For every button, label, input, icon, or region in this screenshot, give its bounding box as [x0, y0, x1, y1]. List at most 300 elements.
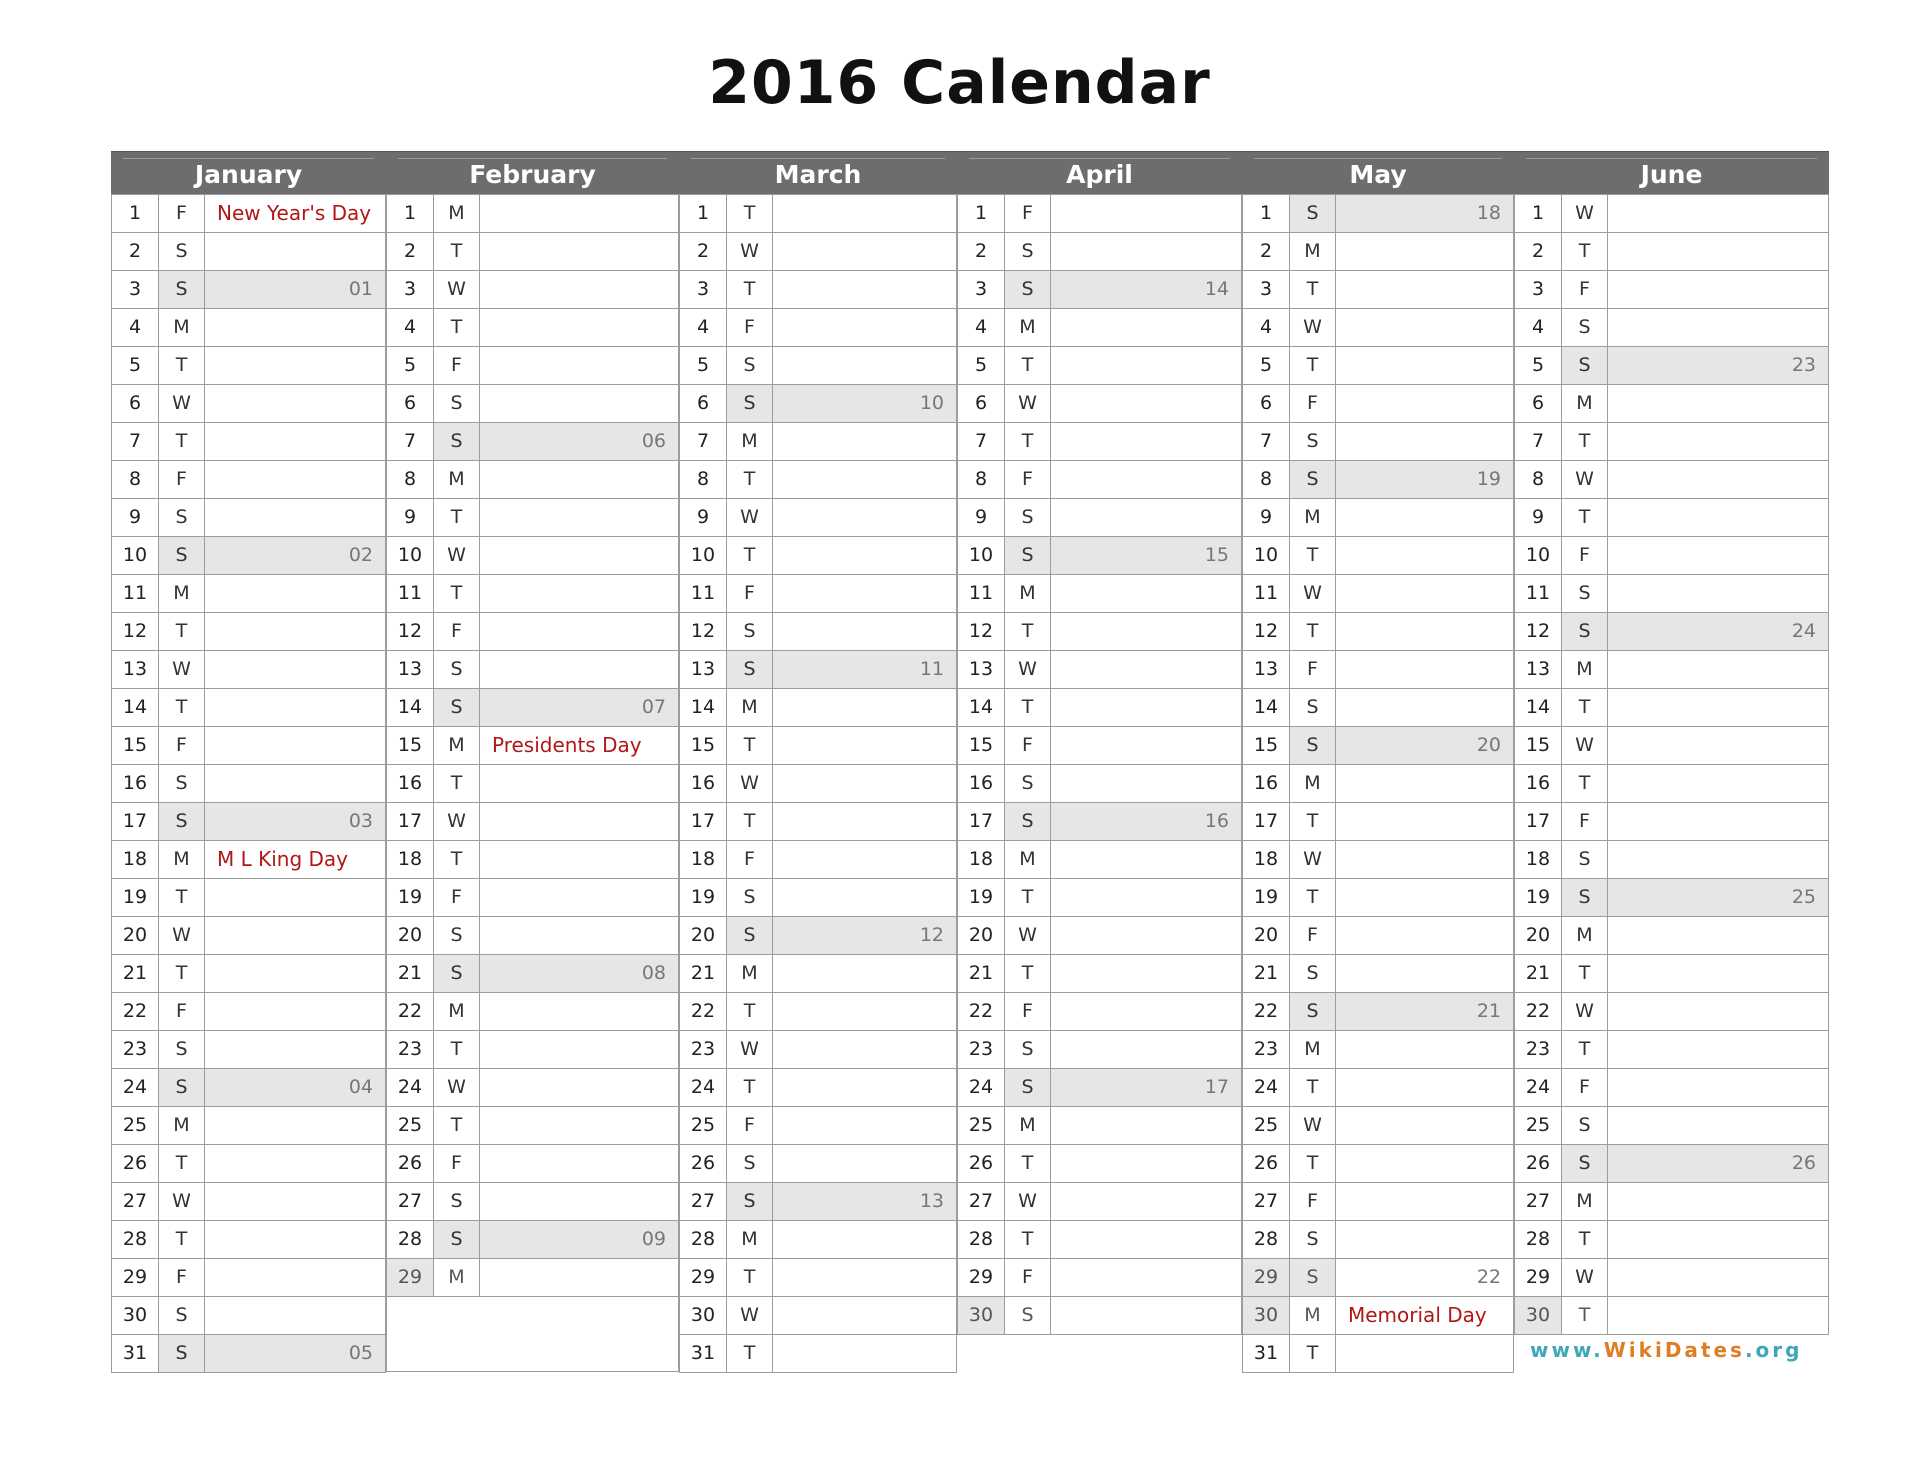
day-weekday: S [727, 347, 773, 384]
day-row[interactable] [111, 1107, 386, 1145]
day-weekday: T [434, 233, 480, 270]
day-row[interactable] [386, 1107, 679, 1145]
day-row[interactable] [957, 271, 1242, 309]
day-row[interactable] [679, 499, 957, 537]
day-row[interactable] [1242, 1335, 1514, 1373]
day-row[interactable] [386, 841, 679, 879]
day-row[interactable] [679, 271, 957, 309]
day-row[interactable] [386, 499, 679, 537]
day-row[interactable] [679, 537, 957, 575]
day-row[interactable] [679, 309, 957, 347]
day-row[interactable] [111, 499, 386, 537]
day-row[interactable] [111, 385, 386, 423]
day-row[interactable] [111, 1259, 386, 1297]
day-row[interactable] [957, 651, 1242, 689]
day-note [1336, 1031, 1513, 1068]
day-row[interactable] [1242, 499, 1514, 537]
day-weekday: S [1562, 347, 1608, 384]
day-note [773, 1297, 956, 1334]
day-weekday: T [1290, 347, 1336, 384]
day-weekday: M [159, 575, 205, 612]
day-weekday: S [1562, 1145, 1608, 1182]
day-row[interactable] [1242, 309, 1514, 347]
day-row[interactable] [1514, 575, 1829, 613]
day-note [1608, 461, 1828, 498]
day-row[interactable] [386, 1145, 679, 1183]
day-row[interactable] [679, 347, 957, 385]
day-weekday: S [434, 1221, 480, 1258]
day-number: 4 [680, 309, 727, 346]
day-row[interactable] [111, 841, 386, 879]
day-note [480, 765, 678, 802]
day-row[interactable] [957, 1145, 1242, 1183]
day-weekday: S [1562, 613, 1608, 650]
day-row[interactable] [111, 194, 386, 233]
day-weekday: T [1005, 423, 1051, 460]
day-row[interactable] [957, 879, 1242, 917]
day-note [1051, 423, 1241, 460]
day-row[interactable] [1514, 1259, 1829, 1297]
day-note [1336, 423, 1513, 460]
day-row[interactable] [1242, 841, 1514, 879]
day-row[interactable] [957, 841, 1242, 879]
day-weekday: S [1562, 1107, 1608, 1144]
day-row[interactable] [1242, 1221, 1514, 1259]
day-note [480, 575, 678, 612]
day-row[interactable] [957, 1069, 1242, 1107]
day-row[interactable] [679, 765, 957, 803]
day-number: 24 [680, 1069, 727, 1106]
day-row[interactable] [957, 233, 1242, 271]
day-row[interactable] [957, 803, 1242, 841]
month-name: March [774, 160, 862, 189]
day-weekday: S [1005, 233, 1051, 270]
day-note [480, 423, 678, 460]
day-note [1051, 727, 1241, 764]
day-note [205, 993, 385, 1030]
day-row[interactable] [1242, 1107, 1514, 1145]
day-row[interactable] [1514, 194, 1829, 233]
day-row[interactable] [111, 423, 386, 461]
day-row[interactable] [386, 1183, 679, 1221]
day-weekday: W [727, 765, 773, 802]
day-row[interactable] [1242, 1183, 1514, 1221]
day-weekday: S [1290, 1259, 1336, 1296]
day-row[interactable] [957, 347, 1242, 385]
day-row[interactable] [1242, 879, 1514, 917]
day-row[interactable] [111, 613, 386, 651]
day-note [1608, 385, 1828, 422]
day-note [1336, 613, 1513, 650]
day-note [773, 575, 956, 612]
day-row[interactable] [1242, 1297, 1514, 1335]
day-row[interactable] [679, 917, 957, 955]
day-weekday: M [1562, 917, 1608, 954]
day-row[interactable] [679, 613, 957, 651]
day-note [1051, 879, 1241, 916]
day-row[interactable] [1514, 233, 1829, 271]
day-row[interactable] [386, 765, 679, 803]
day-row[interactable] [679, 689, 957, 727]
day-row[interactable] [679, 233, 957, 271]
day-note [1051, 1297, 1241, 1334]
day-weekday: M [434, 195, 480, 232]
day-number: 23 [112, 1031, 159, 1068]
day-row[interactable] [679, 1259, 957, 1297]
day-note [480, 1183, 678, 1220]
day-weekday: F [159, 727, 205, 764]
day-weekday: M [1005, 575, 1051, 612]
day-note [205, 803, 385, 840]
footer-link[interactable] [1530, 1338, 1802, 1362]
day-weekday: S [159, 1069, 205, 1106]
day-weekday: T [1290, 1145, 1336, 1182]
day-row[interactable] [957, 689, 1242, 727]
day-row[interactable] [679, 423, 957, 461]
day-row[interactable] [386, 955, 679, 993]
day-row[interactable] [111, 803, 386, 841]
day-number: 25 [387, 1107, 434, 1144]
day-row[interactable] [111, 1221, 386, 1259]
day-number: 10 [112, 537, 159, 574]
day-row[interactable] [1514, 1145, 1829, 1183]
day-row[interactable] [1514, 1183, 1829, 1221]
day-row[interactable] [1514, 537, 1829, 575]
week-number: 14 [1204, 278, 1229, 300]
day-row[interactable] [957, 1031, 1242, 1069]
day-row[interactable] [1242, 271, 1514, 309]
day-weekday: F [1562, 1069, 1608, 1106]
day-row[interactable] [957, 499, 1242, 537]
day-number: 1 [1243, 195, 1290, 232]
week-number: 06 [641, 430, 666, 452]
day-note [1608, 841, 1828, 878]
day-row[interactable] [1242, 194, 1514, 233]
day-row[interactable] [386, 917, 679, 955]
day-row[interactable] [1242, 423, 1514, 461]
day-row[interactable] [1242, 765, 1514, 803]
day-row[interactable] [386, 194, 679, 233]
day-row[interactable] [1242, 993, 1514, 1031]
day-row[interactable] [679, 841, 957, 879]
day-row[interactable] [111, 575, 386, 613]
day-row[interactable] [111, 917, 386, 955]
day-row[interactable] [1514, 689, 1829, 727]
day-row[interactable] [1514, 955, 1829, 993]
week-number: 18 [1476, 202, 1501, 224]
day-note [480, 993, 678, 1030]
day-number: 14 [680, 689, 727, 726]
day-weekday: W [1562, 993, 1608, 1030]
day-row[interactable] [1514, 1107, 1829, 1145]
day-row[interactable] [386, 1221, 679, 1259]
day-number: 13 [1515, 651, 1562, 688]
day-row[interactable] [679, 1221, 957, 1259]
day-note [480, 689, 678, 726]
day-row[interactable] [1242, 1031, 1514, 1069]
day-row[interactable] [1242, 1145, 1514, 1183]
day-row[interactable] [1242, 613, 1514, 651]
day-row[interactable] [111, 537, 386, 575]
day-row[interactable] [1242, 461, 1514, 499]
day-row[interactable] [957, 917, 1242, 955]
day-weekday: M [1290, 233, 1336, 270]
day-row[interactable] [111, 233, 386, 271]
day-weekday: S [1290, 1221, 1336, 1258]
day-row[interactable] [1242, 347, 1514, 385]
day-row[interactable] [1242, 1259, 1514, 1297]
day-weekday: T [159, 1145, 205, 1182]
day-row[interactable] [679, 1031, 957, 1069]
day-row[interactable] [679, 955, 957, 993]
day-row[interactable] [1242, 233, 1514, 271]
day-row[interactable] [679, 194, 957, 233]
day-row[interactable] [1514, 423, 1829, 461]
day-row[interactable] [386, 1069, 679, 1107]
day-row[interactable] [386, 385, 679, 423]
day-row[interactable] [386, 423, 679, 461]
day-note [480, 1145, 678, 1182]
day-weekday: T [1290, 1335, 1336, 1372]
day-row[interactable] [111, 993, 386, 1031]
day-row[interactable] [386, 727, 679, 765]
week-number: 20 [1476, 734, 1501, 756]
day-weekday: S [1562, 575, 1608, 612]
day-row[interactable] [957, 1259, 1242, 1297]
day-row[interactable] [1514, 461, 1829, 499]
day-row[interactable] [111, 955, 386, 993]
day-row[interactable] [386, 233, 679, 271]
day-row[interactable] [679, 993, 957, 1031]
day-row[interactable] [1514, 651, 1829, 689]
day-row[interactable] [386, 651, 679, 689]
day-note [1608, 765, 1828, 802]
day-number: 25 [1243, 1107, 1290, 1144]
day-row[interactable] [1242, 727, 1514, 765]
day-note [205, 537, 385, 574]
day-weekday: S [1562, 841, 1608, 878]
day-weekday: T [1290, 537, 1336, 574]
day-number: 23 [387, 1031, 434, 1068]
day-weekday: S [434, 423, 480, 460]
day-note [1608, 1107, 1828, 1144]
day-row[interactable] [1514, 993, 1829, 1031]
day-row[interactable] [386, 537, 679, 575]
day-number: 26 [958, 1145, 1005, 1182]
day-row[interactable] [957, 575, 1242, 613]
day-row[interactable] [679, 575, 957, 613]
day-row[interactable] [1514, 385, 1829, 423]
day-row[interactable] [111, 689, 386, 727]
day-row[interactable] [386, 271, 679, 309]
week-number: 22 [1476, 1266, 1501, 1288]
day-row[interactable] [111, 347, 386, 385]
day-row[interactable] [679, 651, 957, 689]
day-row[interactable] [1242, 1069, 1514, 1107]
day-note [1336, 233, 1513, 270]
day-row[interactable] [386, 461, 679, 499]
day-weekday: S [727, 385, 773, 422]
day-number: 26 [1243, 1145, 1290, 1182]
day-row[interactable] [679, 385, 957, 423]
day-row[interactable] [1514, 727, 1829, 765]
day-weekday: S [159, 537, 205, 574]
day-row[interactable] [957, 385, 1242, 423]
day-row[interactable] [1514, 1069, 1829, 1107]
day-row[interactable] [1242, 803, 1514, 841]
day-note [1336, 195, 1513, 232]
day-number: 5 [680, 347, 727, 384]
day-row[interactable] [1514, 347, 1829, 385]
day-row[interactable] [386, 993, 679, 1031]
day-row[interactable] [1514, 1297, 1829, 1335]
day-row[interactable] [957, 1107, 1242, 1145]
day-note [480, 613, 678, 650]
day-row[interactable] [679, 727, 957, 765]
blank-row [386, 1334, 679, 1372]
day-row[interactable] [111, 271, 386, 309]
day-note [773, 1259, 956, 1296]
day-weekday: S [1005, 1297, 1051, 1334]
day-weekday: S [1290, 461, 1336, 498]
day-note [1336, 537, 1513, 574]
day-row[interactable] [1242, 955, 1514, 993]
day-row[interactable] [957, 423, 1242, 461]
day-row[interactable] [1514, 309, 1829, 347]
day-row[interactable] [386, 1259, 679, 1297]
day-row[interactable] [111, 1297, 386, 1335]
day-row[interactable] [1242, 651, 1514, 689]
day-row[interactable] [111, 309, 386, 347]
day-row[interactable] [679, 1183, 957, 1221]
day-row[interactable] [386, 879, 679, 917]
day-note [773, 537, 956, 574]
day-row[interactable] [111, 651, 386, 689]
day-row[interactable] [1242, 917, 1514, 955]
day-row[interactable] [957, 461, 1242, 499]
day-row[interactable] [679, 803, 957, 841]
day-row[interactable] [386, 613, 679, 651]
day-row[interactable] [957, 1297, 1242, 1335]
day-row[interactable] [957, 727, 1242, 765]
day-row[interactable] [111, 1145, 386, 1183]
day-row[interactable] [1514, 271, 1829, 309]
day-row[interactable] [957, 537, 1242, 575]
day-note [1336, 461, 1513, 498]
day-row[interactable] [111, 461, 386, 499]
day-row[interactable] [1514, 499, 1829, 537]
day-row[interactable] [111, 765, 386, 803]
day-row[interactable] [386, 575, 679, 613]
day-weekday: S [1005, 1031, 1051, 1068]
month-april [957, 151, 1242, 1335]
day-note [205, 1107, 385, 1144]
week-number: 08 [641, 962, 666, 984]
day-note [1051, 271, 1241, 308]
day-row[interactable] [679, 1107, 957, 1145]
day-row[interactable] [1514, 841, 1829, 879]
day-row[interactable] [679, 1297, 957, 1335]
day-weekday: S [727, 1145, 773, 1182]
day-note [773, 917, 956, 954]
day-note [480, 803, 678, 840]
day-row[interactable] [386, 1031, 679, 1069]
day-row[interactable] [111, 727, 386, 765]
day-note [480, 347, 678, 384]
week-number: 02 [348, 544, 373, 566]
day-weekday: M [1005, 309, 1051, 346]
day-row[interactable] [1242, 575, 1514, 613]
day-row[interactable] [679, 1335, 957, 1373]
day-row[interactable] [957, 1221, 1242, 1259]
week-number: 15 [1204, 544, 1229, 566]
day-row[interactable] [957, 309, 1242, 347]
header-divider [123, 158, 374, 159]
day-row[interactable] [1242, 537, 1514, 575]
day-row[interactable] [1242, 385, 1514, 423]
day-number: 30 [1515, 1297, 1562, 1334]
day-row[interactable] [679, 879, 957, 917]
day-row[interactable] [111, 1183, 386, 1221]
day-number: 19 [112, 879, 159, 916]
day-row[interactable] [957, 955, 1242, 993]
day-note [1051, 575, 1241, 612]
day-number: 15 [387, 727, 434, 764]
day-row[interactable] [957, 613, 1242, 651]
day-row[interactable] [679, 1145, 957, 1183]
day-row[interactable] [957, 765, 1242, 803]
day-note [1336, 917, 1513, 954]
day-note [773, 1145, 956, 1182]
day-row[interactable] [386, 309, 679, 347]
day-number: 16 [387, 765, 434, 802]
day-row[interactable] [111, 1069, 386, 1107]
day-number: 19 [958, 879, 1005, 916]
day-row[interactable] [679, 1069, 957, 1107]
day-row[interactable] [111, 1031, 386, 1069]
day-row[interactable] [1514, 613, 1829, 651]
day-number: 28 [1515, 1221, 1562, 1258]
day-row[interactable] [1514, 879, 1829, 917]
day-row[interactable] [679, 461, 957, 499]
day-number: 20 [958, 917, 1005, 954]
day-number: 21 [1243, 955, 1290, 992]
day-row[interactable] [386, 689, 679, 727]
day-number: 19 [1515, 879, 1562, 916]
day-row[interactable] [1242, 689, 1514, 727]
day-row[interactable] [957, 993, 1242, 1031]
day-row[interactable] [1514, 917, 1829, 955]
day-row[interactable] [386, 347, 679, 385]
day-row[interactable] [1514, 803, 1829, 841]
day-note [1336, 727, 1513, 764]
day-number: 28 [112, 1221, 159, 1258]
day-row[interactable] [111, 1335, 386, 1373]
day-number: 18 [1515, 841, 1562, 878]
day-number: 8 [1243, 461, 1290, 498]
day-weekday: W [159, 385, 205, 422]
day-number: 18 [387, 841, 434, 878]
day-row[interactable] [1514, 1221, 1829, 1259]
day-row[interactable] [1514, 765, 1829, 803]
day-weekday: W [1005, 917, 1051, 954]
day-row[interactable] [111, 879, 386, 917]
day-number: 30 [1243, 1297, 1290, 1334]
day-row[interactable] [957, 1183, 1242, 1221]
day-row[interactable] [957, 194, 1242, 233]
day-row[interactable] [386, 803, 679, 841]
day-row[interactable] [1514, 1031, 1829, 1069]
